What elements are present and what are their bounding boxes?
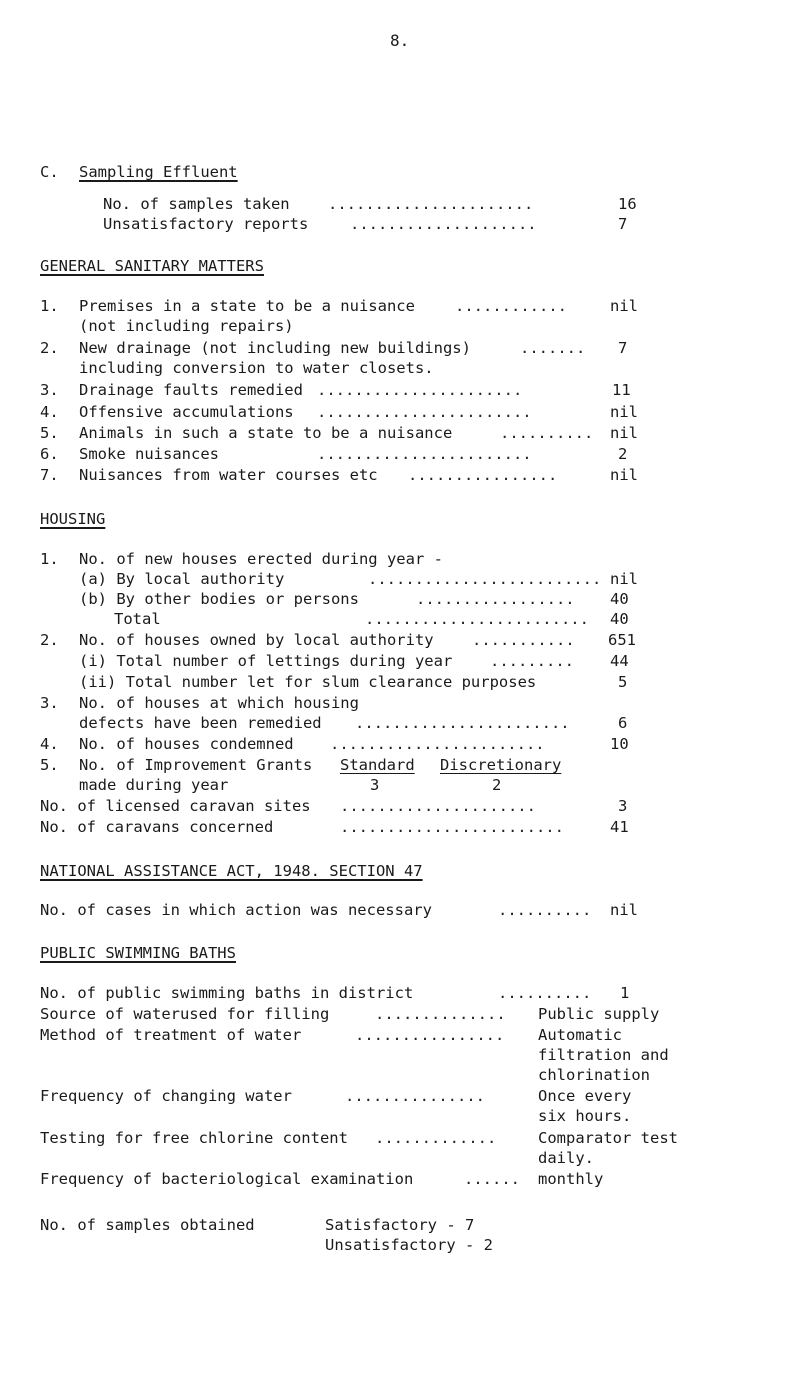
housing-value-1b: 40 xyxy=(610,590,629,608)
general-heading: GENERAL SANITARY MATTERS xyxy=(40,257,264,275)
housing-dots-2: ........... xyxy=(472,631,575,649)
general-cont-1: (not including repairs) xyxy=(79,317,294,335)
general-dots-3: ...................... xyxy=(317,381,523,399)
general-value-3: 11 xyxy=(612,381,631,399)
housing-value-2ii: 5 xyxy=(618,673,628,691)
baths-label-2: Source of waterused for filling xyxy=(40,1005,330,1023)
housing-label-2: No. of houses owned by local authority xyxy=(79,631,434,649)
sampling-label-1: No. of samples taken xyxy=(103,195,290,213)
samples-unsatisfactory: Unsatisfactory - 2 xyxy=(325,1236,493,1254)
general-num-5: 5. xyxy=(40,424,59,442)
housing-label-3: No. of houses at which housing xyxy=(79,694,359,712)
baths-label-5: Testing for free chlorine content xyxy=(40,1129,348,1147)
general-value-7: nil xyxy=(610,466,638,484)
sampling-dots-2: .................... xyxy=(350,215,537,233)
section-letter: C. xyxy=(40,163,59,181)
samples-satisfactory: Satisfactory - 7 xyxy=(325,1216,475,1234)
general-value-4: nil xyxy=(610,403,638,421)
housing-label-total: Total xyxy=(114,610,161,628)
sampling-heading: Sampling Effluent xyxy=(79,163,238,181)
housing-value-1a: nil xyxy=(610,570,638,588)
housing-value-7: 41 xyxy=(610,818,629,836)
housing-label-7: No. of caravans concerned xyxy=(40,818,274,836)
national-label: No. of cases in which action was necessary xyxy=(40,901,432,919)
housing-dots-1b: ................. xyxy=(416,590,575,608)
national-dots: .......... xyxy=(498,901,592,919)
baths-value-6: monthly xyxy=(538,1170,604,1188)
baths-label-3: Method of treatment of water xyxy=(40,1026,302,1044)
grants-col-standard: Standard xyxy=(340,756,415,774)
housing-value-2i: 44 xyxy=(610,652,629,670)
baths-dots-6: ...... xyxy=(464,1170,520,1188)
housing-num-2: 2. xyxy=(40,631,59,649)
housing-value-6: 3 xyxy=(618,797,628,815)
sampling-dots-1: ...................... xyxy=(328,195,534,213)
housing-dots-total: ........................ xyxy=(365,610,589,628)
grants-col-discretionary: Discretionary xyxy=(440,756,562,774)
sampling-value-2: 7 xyxy=(618,215,628,233)
samples-label: No. of samples obtained xyxy=(40,1216,255,1234)
baths-value-3b: filtration and xyxy=(538,1046,669,1064)
baths-label-4: Frequency of changing water xyxy=(40,1087,292,1105)
housing-dots-2i: ......... xyxy=(490,652,574,670)
housing-dots-6: ..................... xyxy=(340,797,536,815)
housing-num-5: 5. xyxy=(40,756,59,774)
grants-value-discretionary: 2 xyxy=(492,776,502,794)
general-label-1: Premises in a state to be a nuisance xyxy=(79,297,415,315)
housing-num-3: 3. xyxy=(40,694,59,712)
general-label-7: Nuisances from water courses etc xyxy=(79,466,378,484)
baths-value-1: 1 xyxy=(620,984,630,1002)
general-num-2: 2. xyxy=(40,339,59,357)
general-label-5: Animals in such a state to be a nuisance xyxy=(79,424,453,442)
housing-value-2: 651 xyxy=(608,631,636,649)
general-num-4: 4. xyxy=(40,403,59,421)
baths-value-5a: Comparator test xyxy=(538,1129,678,1147)
baths-value-4b: six hours. xyxy=(538,1107,632,1125)
baths-value-4a: Once every xyxy=(538,1087,632,1105)
general-value-6: 2 xyxy=(618,445,628,463)
baths-value-2: Public supply xyxy=(538,1005,660,1023)
general-dots-2: ....... xyxy=(520,339,586,357)
housing-label-2i: (i) Total number of lettings during year xyxy=(79,652,453,670)
housing-cont-3: defects have been remedied xyxy=(79,714,322,732)
housing-label-1: No. of new houses erected during year - xyxy=(79,550,443,568)
grants-value-standard: 3 xyxy=(370,776,380,794)
general-value-5: nil xyxy=(610,424,638,442)
housing-label-4: No. of houses condemned xyxy=(79,735,294,753)
baths-dots-2: .............. xyxy=(375,1005,506,1023)
housing-label-6: No. of licensed caravan sites xyxy=(40,797,311,815)
housing-label-2ii: (ii) Total number let for slum clearance purposes xyxy=(79,673,537,691)
baths-dots-4: ............... xyxy=(345,1087,485,1105)
national-heading: NATIONAL ASSISTANCE ACT, 1948. SECTION 47 xyxy=(40,862,423,880)
baths-dots-3: ................ xyxy=(355,1026,505,1044)
general-num-6: 6. xyxy=(40,445,59,463)
general-num-1: 1. xyxy=(40,297,59,315)
general-value-1: nil xyxy=(610,297,638,315)
general-num-3: 3. xyxy=(40,381,59,399)
housing-label-5: No. of Improvement Grants xyxy=(79,756,313,774)
baths-dots-1: .......... xyxy=(498,984,592,1002)
housing-dots-7: ........................ xyxy=(340,818,564,836)
housing-value-total: 40 xyxy=(610,610,629,628)
baths-heading: PUBLIC SWIMMING BATHS xyxy=(40,944,236,962)
general-dots-6: ....................... xyxy=(317,445,532,463)
general-label-2: New drainage (not including new buildings) xyxy=(79,339,471,357)
baths-value-5b: daily. xyxy=(538,1149,594,1167)
housing-dots-4: ....................... xyxy=(330,735,545,753)
general-num-7: 7. xyxy=(40,466,59,484)
housing-label-1a: (a) By local authority xyxy=(79,570,285,588)
general-label-3: Drainage faults remedied xyxy=(79,381,303,399)
sampling-value-1: 16 xyxy=(618,195,637,213)
housing-dots-1a: ......................... xyxy=(368,570,602,588)
housing-label-1b: (b) By other bodies or persons xyxy=(79,590,359,608)
general-dots-1: ............ xyxy=(455,297,567,315)
baths-value-3c: chlorination xyxy=(538,1066,650,1084)
baths-label-1: No. of public swimming baths in district xyxy=(40,984,414,1002)
general-label-6: Smoke nuisances xyxy=(79,445,219,463)
general-value-2: 7 xyxy=(618,339,628,357)
baths-value-3a: Automatic xyxy=(538,1026,622,1044)
general-dots-5: .......... xyxy=(500,424,594,442)
baths-label-6: Frequency of bacteriological examination xyxy=(40,1170,414,1188)
housing-num-1: 1. xyxy=(40,550,59,568)
general-dots-7: ................ xyxy=(408,466,558,484)
housing-value-3: 6 xyxy=(618,714,628,732)
general-label-4: Offensive accumulations xyxy=(79,403,294,421)
general-cont-2: including conversion to water closets. xyxy=(79,359,434,377)
baths-dots-5: ............. xyxy=(375,1129,497,1147)
national-value: nil xyxy=(610,901,638,919)
housing-heading: HOUSING xyxy=(40,510,106,528)
housing-value-4: 10 xyxy=(610,735,629,753)
housing-dots-3: ....................... xyxy=(355,714,570,732)
housing-num-4: 4. xyxy=(40,735,59,753)
housing-cont-5: made during year xyxy=(79,776,229,794)
page-number: 8. xyxy=(390,31,410,50)
sampling-label-2: Unsatisfactory reports xyxy=(103,215,309,233)
general-dots-4: ....................... xyxy=(317,403,532,421)
